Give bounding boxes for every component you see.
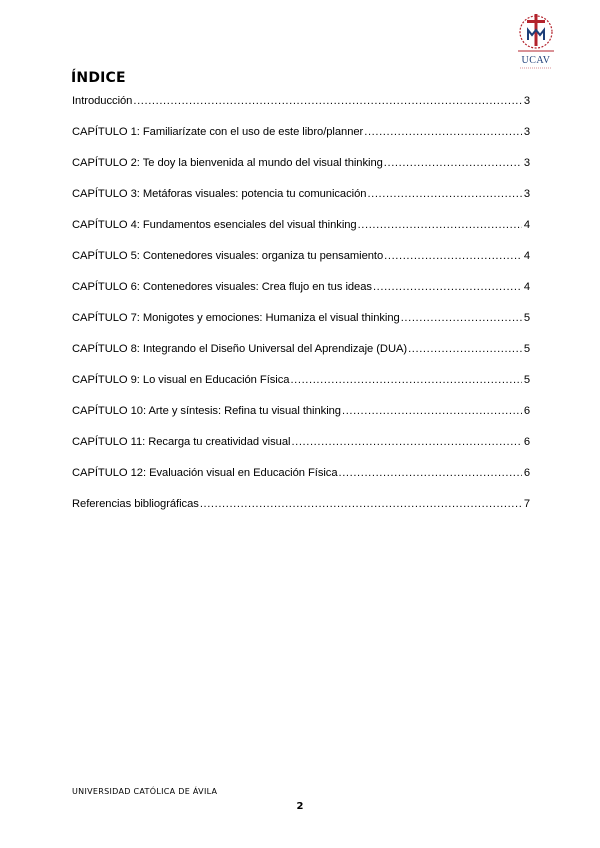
toc-entry-title: CAPÍTULO 8: Integrando el Diseño Universal del Aprendizaje (DUA)	[72, 343, 408, 355]
toc-entry-title: CAPÍTULO 10: Arte y síntesis: Refina tu visual thinking	[72, 405, 341, 417]
toc-entry-page: 3	[523, 157, 530, 169]
toc-dot-leader	[339, 467, 522, 479]
toc-entry[interactable]	[72, 467, 530, 498]
toc-entry-page: 5	[523, 374, 530, 386]
toc-dot-leader	[290, 374, 521, 386]
toc-dot-leader	[200, 498, 522, 510]
toc-entry-page: 7	[523, 498, 530, 510]
ucav-crest-icon	[514, 10, 558, 72]
toc-dot-leader	[358, 219, 522, 231]
toc-entry-page: 6	[523, 467, 530, 479]
toc-dot-leader	[408, 343, 522, 355]
toc-dot-leader	[364, 126, 522, 138]
toc-entry-page: 4	[523, 281, 530, 293]
toc-entry-title: CAPÍTULO 11: Recarga tu creatividad visual	[72, 436, 291, 448]
footer-institution: UNIVERSIDAD CATÓLICA DE ÁVILA	[72, 787, 218, 796]
toc-entry-page: 4	[523, 219, 530, 231]
toc-entry[interactable]	[72, 281, 530, 312]
toc-entry-title: Referencias bibliográficas	[72, 498, 199, 510]
toc-entry-title: CAPÍTULO 12: Evaluación visual en Educación Física	[72, 467, 338, 479]
toc-entry[interactable]	[72, 374, 530, 405]
toc-entry-title: CAPÍTULO 5: Contenedores visuales: organiza tu pensamiento	[72, 250, 384, 262]
toc-dot-leader	[133, 95, 521, 107]
toc-entry-page: 6	[523, 436, 530, 448]
toc-entry-page: 3	[523, 126, 530, 138]
toc-entry-page: 3	[523, 188, 530, 200]
ucav-logo	[514, 10, 558, 72]
toc-entry-page: 4	[523, 250, 530, 262]
toc-entry-title: CAPÍTULO 4: Fundamentos esenciales del visual thinking	[72, 219, 357, 231]
toc-entry[interactable]	[72, 188, 530, 219]
logo-text: UCAV	[521, 55, 551, 66]
toc-entry[interactable]	[72, 126, 530, 157]
table-of-contents	[72, 95, 530, 529]
toc-entry[interactable]	[72, 95, 530, 126]
toc-dot-leader	[373, 281, 522, 293]
toc-entry-title: CAPÍTULO 6: Contenedores visuales: Crea flujo en tus ideas	[72, 281, 372, 293]
toc-entry[interactable]	[72, 343, 530, 374]
toc-entry-title: Introducción	[72, 95, 133, 107]
toc-dot-leader	[384, 250, 522, 262]
toc-entry[interactable]	[72, 250, 530, 281]
toc-entry[interactable]	[72, 157, 530, 188]
toc-entry[interactable]	[72, 405, 530, 436]
toc-entry[interactable]	[72, 436, 530, 467]
toc-dot-leader	[291, 436, 521, 448]
toc-entry-title: CAPÍTULO 2: Te doy la bienvenida al mundo del visual thinking	[72, 157, 383, 169]
toc-entry-page: 6	[523, 405, 530, 417]
toc-entry[interactable]	[72, 312, 530, 343]
toc-entry-title: CAPÍTULO 3: Metáforas visuales: potencia tu comunicación	[72, 188, 367, 200]
toc-entry-title: CAPÍTULO 7: Monigotes y emociones: Humaniza el visual thinking	[72, 312, 400, 324]
toc-entry-page: 3	[523, 95, 530, 107]
toc-entry-page: 5	[523, 312, 530, 324]
toc-dot-leader	[342, 405, 522, 417]
toc-entry-title: CAPÍTULO 1: Familiarízate con el uso de este libro/planner	[72, 126, 364, 138]
toc-dot-leader	[367, 188, 521, 200]
toc-entry[interactable]	[72, 498, 530, 529]
toc-dot-leader	[384, 157, 522, 169]
index-heading: ÍNDICE	[71, 70, 126, 86]
page-number: 2	[296, 801, 304, 812]
toc-entry-title: CAPÍTULO 9: Lo visual en Educación Física	[72, 374, 290, 386]
toc-entry[interactable]	[72, 219, 530, 250]
toc-entry-page: 5	[523, 343, 530, 355]
toc-dot-leader	[401, 312, 522, 324]
